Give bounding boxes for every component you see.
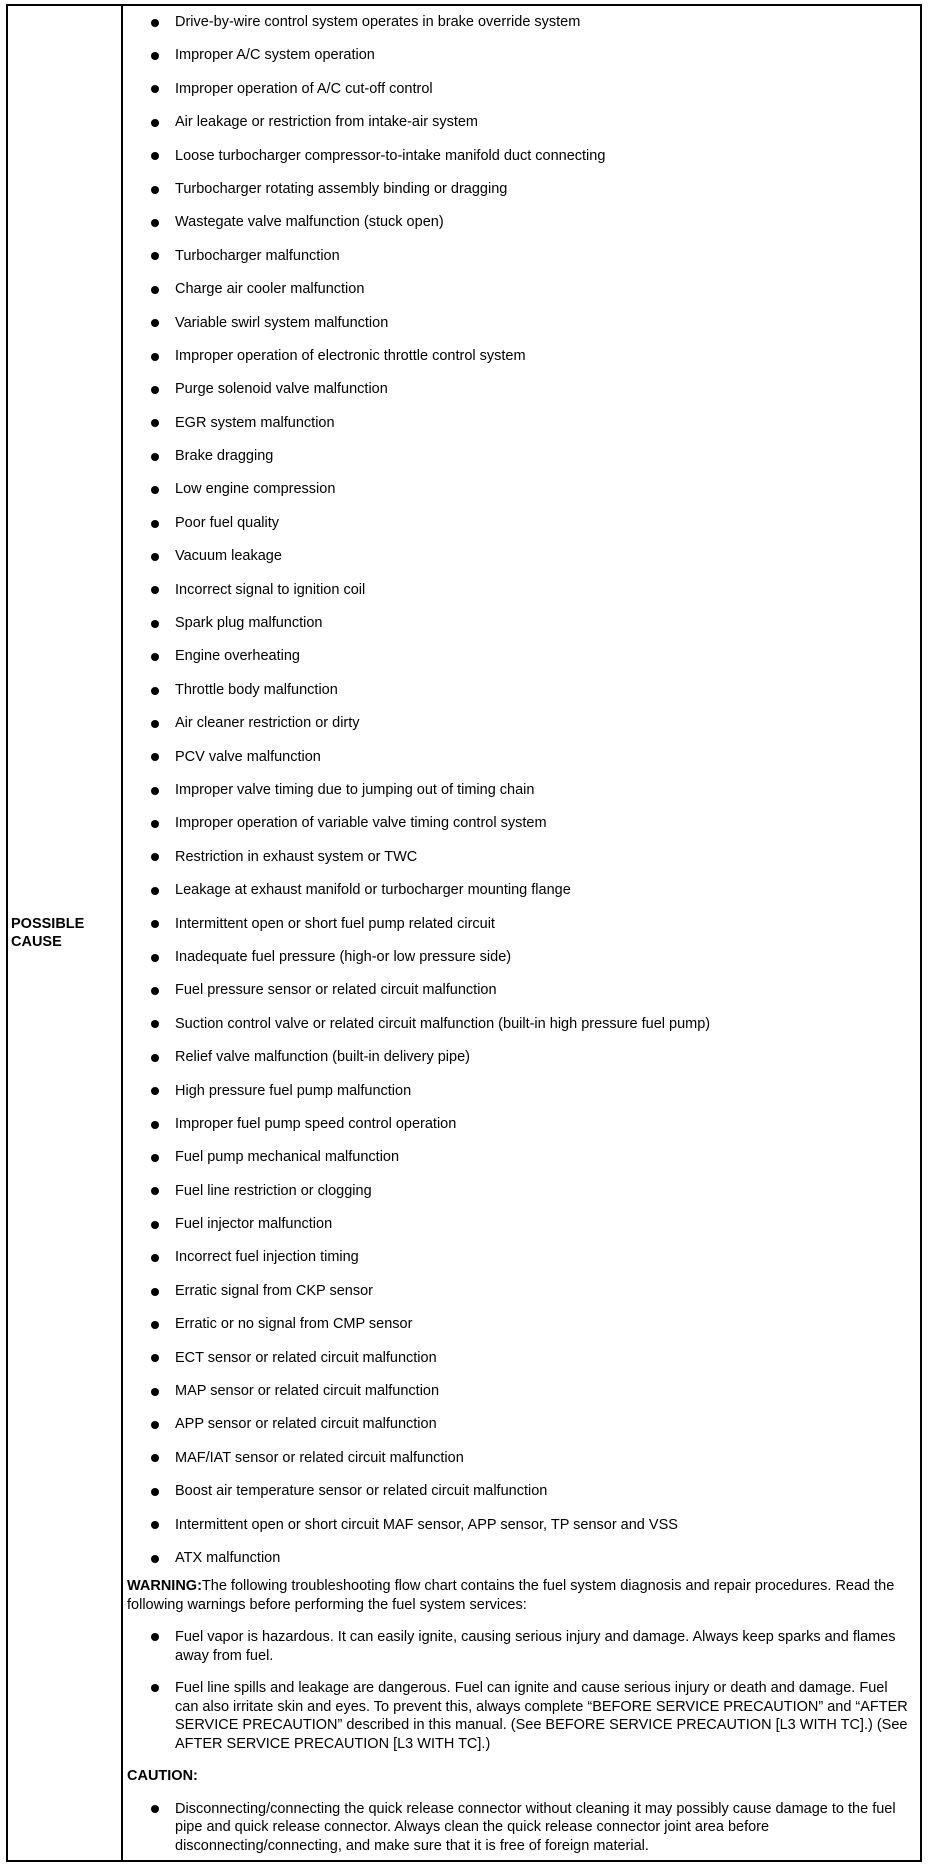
bullet-icon (151, 419, 159, 427)
cause-item (127, 1442, 908, 1475)
bullet-icon (151, 1633, 159, 1641)
cause-item (127, 1175, 908, 1208)
cause-item (127, 173, 908, 206)
cause-item-text: Turbocharger malfunction (175, 247, 340, 264)
bullet-icon (151, 687, 159, 695)
cause-item-text: High pressure fuel pump malfunction (175, 1082, 412, 1099)
label-column (8, 6, 123, 1860)
cause-item-text: Air cleaner restriction or dirty (175, 715, 360, 732)
cause-item-text: Throttle body malfunction (175, 681, 338, 698)
cause-item (127, 273, 908, 306)
cause-item-text: Turbocharger rotating assembly binding or dragging (175, 180, 508, 197)
bullet-icon (151, 720, 159, 728)
cause-item (127, 1542, 908, 1575)
cause-item (127, 6, 908, 39)
cause-item (127, 1008, 908, 1041)
bullet-icon (151, 1288, 159, 1296)
cause-item (127, 1208, 908, 1241)
caution-list (127, 1800, 908, 1856)
cause-item-text: Poor fuel quality (175, 514, 279, 531)
bullet-icon (151, 252, 159, 260)
bullet-icon (151, 186, 159, 194)
cause-item (127, 1509, 908, 1542)
cause-item-text: Vacuum leakage (175, 548, 282, 565)
cause-item-text: Incorrect signal to ignition coil (175, 581, 366, 598)
cause-item-text: Intermittent open or short fuel pump related circuit (175, 915, 495, 932)
cause-item (127, 1275, 908, 1308)
possible-cause-label: POSSIBLE CAUSE (11, 916, 85, 950)
bullet-icon (151, 954, 159, 962)
cause-item-text: Leakage at exhaust manifold or turbocharger mounting flange (175, 882, 571, 899)
warning-item (127, 1679, 908, 1753)
cause-item-text: Intermittent open or short circuit MAF sensor, APP sensor, TP sensor and VSS (175, 1516, 678, 1533)
cause-item-text: Spark plug malfunction (175, 615, 323, 632)
cause-item (127, 540, 908, 573)
cause-list (127, 6, 908, 1575)
cause-item (127, 1308, 908, 1341)
bullet-icon (151, 787, 159, 795)
caution-block (127, 1767, 908, 1855)
bullet-icon (151, 219, 159, 227)
cause-item-text: Relief valve malfunction (built-in delivery pipe) (175, 1049, 470, 1066)
cause-item-text: Erratic signal from CKP sensor (175, 1282, 373, 1299)
bullet-icon (151, 620, 159, 628)
cause-item (127, 1342, 908, 1375)
bullet-icon (151, 1354, 159, 1362)
cause-item (127, 874, 908, 907)
bullet-icon (151, 486, 159, 494)
cause-item (127, 674, 908, 707)
bullet-icon (151, 119, 159, 127)
warning-item-text: Fuel line spills and leakage are dangerous. Fuel can ignite and cause serious injury or death and damage. Fuel can also irritate skin and eyes. To prevent this, always complete “BEFORE SERVICE PRECAUTION” and “AFTER SERVICE PRECAUTION” described in this manual. (See BEFORE SERVICE PRECAUTION [L3 WITH TC].) (See AFTER SERVICE PRECAUTION [L3 WITH TC].) (175, 1680, 908, 1752)
cause-item-text: Charge air cooler malfunction (175, 281, 365, 298)
bullet-icon (151, 1521, 159, 1529)
cause-item (127, 807, 908, 840)
content-column (123, 6, 920, 1860)
cause-item (127, 106, 908, 139)
cause-item (127, 574, 908, 607)
bullet-icon (151, 1805, 159, 1813)
bullet-icon (151, 553, 159, 561)
cause-item (127, 307, 908, 340)
cause-item (127, 39, 908, 72)
cause-item (127, 774, 908, 807)
cause-item (127, 73, 908, 106)
bullet-icon (151, 753, 159, 761)
bullet-icon (151, 1488, 159, 1496)
cause-item-text: Improper operation of variable valve timing control system (175, 815, 547, 832)
cause-item (127, 407, 908, 440)
bullet-icon (151, 1121, 159, 1129)
bullet-icon (151, 286, 159, 294)
cause-item-text: Improper operation of A/C cut-off control (175, 80, 433, 97)
cause-item-text: Engine overheating (175, 648, 300, 665)
warning-block (127, 1577, 908, 1753)
warning-item-text: Fuel vapor is hazardous. It can easily ignite, causing serious injury and damage. Always keep sparks and flames away from fuel. (175, 1629, 896, 1664)
cause-item-text: Fuel pump mechanical malfunction (175, 1149, 400, 1166)
cause-item-text: Purge solenoid valve malfunction (175, 381, 388, 398)
caution-item (127, 1800, 908, 1856)
cause-item-text: MAP sensor or related circuit malfunction (175, 1383, 440, 1400)
bullet-icon (151, 1221, 159, 1229)
bullet-icon (151, 1187, 159, 1195)
cause-item-text: Improper fuel pump speed control operation (175, 1115, 457, 1132)
bullet-icon (151, 1684, 159, 1692)
cause-item (127, 1475, 908, 1508)
bullet-icon (151, 319, 159, 327)
warning-list (127, 1628, 908, 1753)
bullet-icon (151, 1054, 159, 1062)
bullet-icon (151, 19, 159, 27)
cause-item (127, 841, 908, 874)
cause-item-text: ECT sensor or related circuit malfunction (175, 1349, 437, 1366)
bullet-icon (151, 1254, 159, 1262)
cause-item (127, 440, 908, 473)
cause-item-text: Fuel line restriction or clogging (175, 1182, 372, 1199)
cause-item-text: Air leakage or restriction from intake-air system (175, 114, 478, 131)
bullet-icon (151, 1454, 159, 1462)
cause-item-text: APP sensor or related circuit malfunction (175, 1416, 437, 1433)
bullet-icon (151, 52, 159, 60)
cause-item (127, 640, 908, 673)
cause-item-text: Drive-by-wire control system operates in brake override system (175, 14, 581, 30)
caution-label: CAUTION: (127, 1768, 198, 1785)
cause-item (127, 741, 908, 774)
cause-item-text: Suction control valve or related circuit malfunction (built-in high pressure fuel pump) (175, 1015, 711, 1032)
bullet-icon (151, 520, 159, 528)
cause-item-text: EGR system malfunction (175, 414, 335, 431)
cause-item (127, 240, 908, 273)
bullet-icon (151, 1321, 159, 1329)
cause-item-text: Low engine compression (175, 481, 336, 498)
bullet-icon (151, 152, 159, 160)
bullet-icon (151, 1555, 159, 1563)
bullet-icon (151, 1388, 159, 1396)
bullet-icon (151, 653, 159, 661)
cause-item-text: Fuel injector malfunction (175, 1216, 333, 1233)
bullet-icon (151, 353, 159, 361)
cause-item (127, 1075, 908, 1108)
bullet-icon (151, 586, 159, 594)
bullet-icon (151, 453, 159, 461)
cause-item-text: Inadequate fuel pressure (high-or low pressure side) (175, 948, 512, 965)
bullet-icon (151, 853, 159, 861)
cause-item (127, 974, 908, 1007)
cause-item (127, 473, 908, 506)
caution-item-text: Disconnecting/connecting the quick release connector without cleaning it may possibly cause damage to the fuel pipe and quick release connector. Always clean the quick release connector joint area before disconnecting/connecting, and make sure that it is free of foreign material. (175, 1800, 896, 1854)
cause-item (127, 340, 908, 373)
cause-item (127, 607, 908, 640)
bullet-icon (151, 1154, 159, 1162)
cause-item-text: Brake dragging (175, 448, 274, 465)
cause-item (127, 707, 908, 740)
cause-item (127, 507, 908, 540)
bullet-icon (151, 1421, 159, 1429)
cause-item (127, 1141, 908, 1174)
warning-label: WARNING: (127, 1578, 202, 1595)
cause-item (127, 206, 908, 239)
cause-item (127, 908, 908, 941)
cause-item (127, 1041, 908, 1074)
cause-item-text: MAF/IAT sensor or related circuit malfunction (175, 1449, 464, 1466)
cause-item (127, 1108, 908, 1141)
cause-item-text: Incorrect fuel injection timing (175, 1249, 359, 1266)
bullet-icon (151, 85, 159, 93)
cause-item (127, 1375, 908, 1408)
bullet-icon (151, 1087, 159, 1095)
cause-item (127, 941, 908, 974)
cause-item-text: Erratic or no signal from CMP sensor (175, 1316, 413, 1333)
cause-item (127, 1408, 908, 1441)
possible-cause-table (6, 4, 922, 1862)
cause-item-text: Improper operation of electronic throttle control system (175, 347, 526, 364)
cause-item-text: Fuel pressure sensor or related circuit malfunction (175, 982, 497, 999)
cause-item (127, 1241, 908, 1274)
cause-item-text: Improper valve timing due to jumping out of timing chain (175, 781, 535, 798)
bullet-icon (151, 820, 159, 828)
cause-item-text: Boost air temperature sensor or related circuit malfunction (175, 1483, 548, 1500)
bullet-icon (151, 987, 159, 995)
bullet-icon (151, 1020, 159, 1028)
cause-item-text: Loose turbocharger compressor-to-intake manifold duct connecting (175, 147, 606, 164)
bullet-icon (151, 386, 159, 394)
cause-item-text: Variable swirl system malfunction (175, 314, 389, 331)
bullet-icon (151, 887, 159, 895)
cause-item-text: PCV valve malfunction (175, 748, 321, 765)
cause-item (127, 373, 908, 406)
bullet-icon (151, 920, 159, 928)
warning-text: The following troubleshooting flow chart contains the fuel system diagnosis and repair procedures. Read the following warnings before performing the fuel system services: (127, 1578, 895, 1613)
cause-item-text: Wastegate valve malfunction (stuck open) (175, 214, 444, 231)
warning-item (127, 1628, 908, 1665)
cause-item-text: ATX malfunction (175, 1549, 281, 1566)
cause-item (127, 140, 908, 173)
cause-item-text: Improper A/C system operation (175, 47, 375, 64)
cause-item-text: Restriction in exhaust system or TWC (175, 848, 418, 865)
